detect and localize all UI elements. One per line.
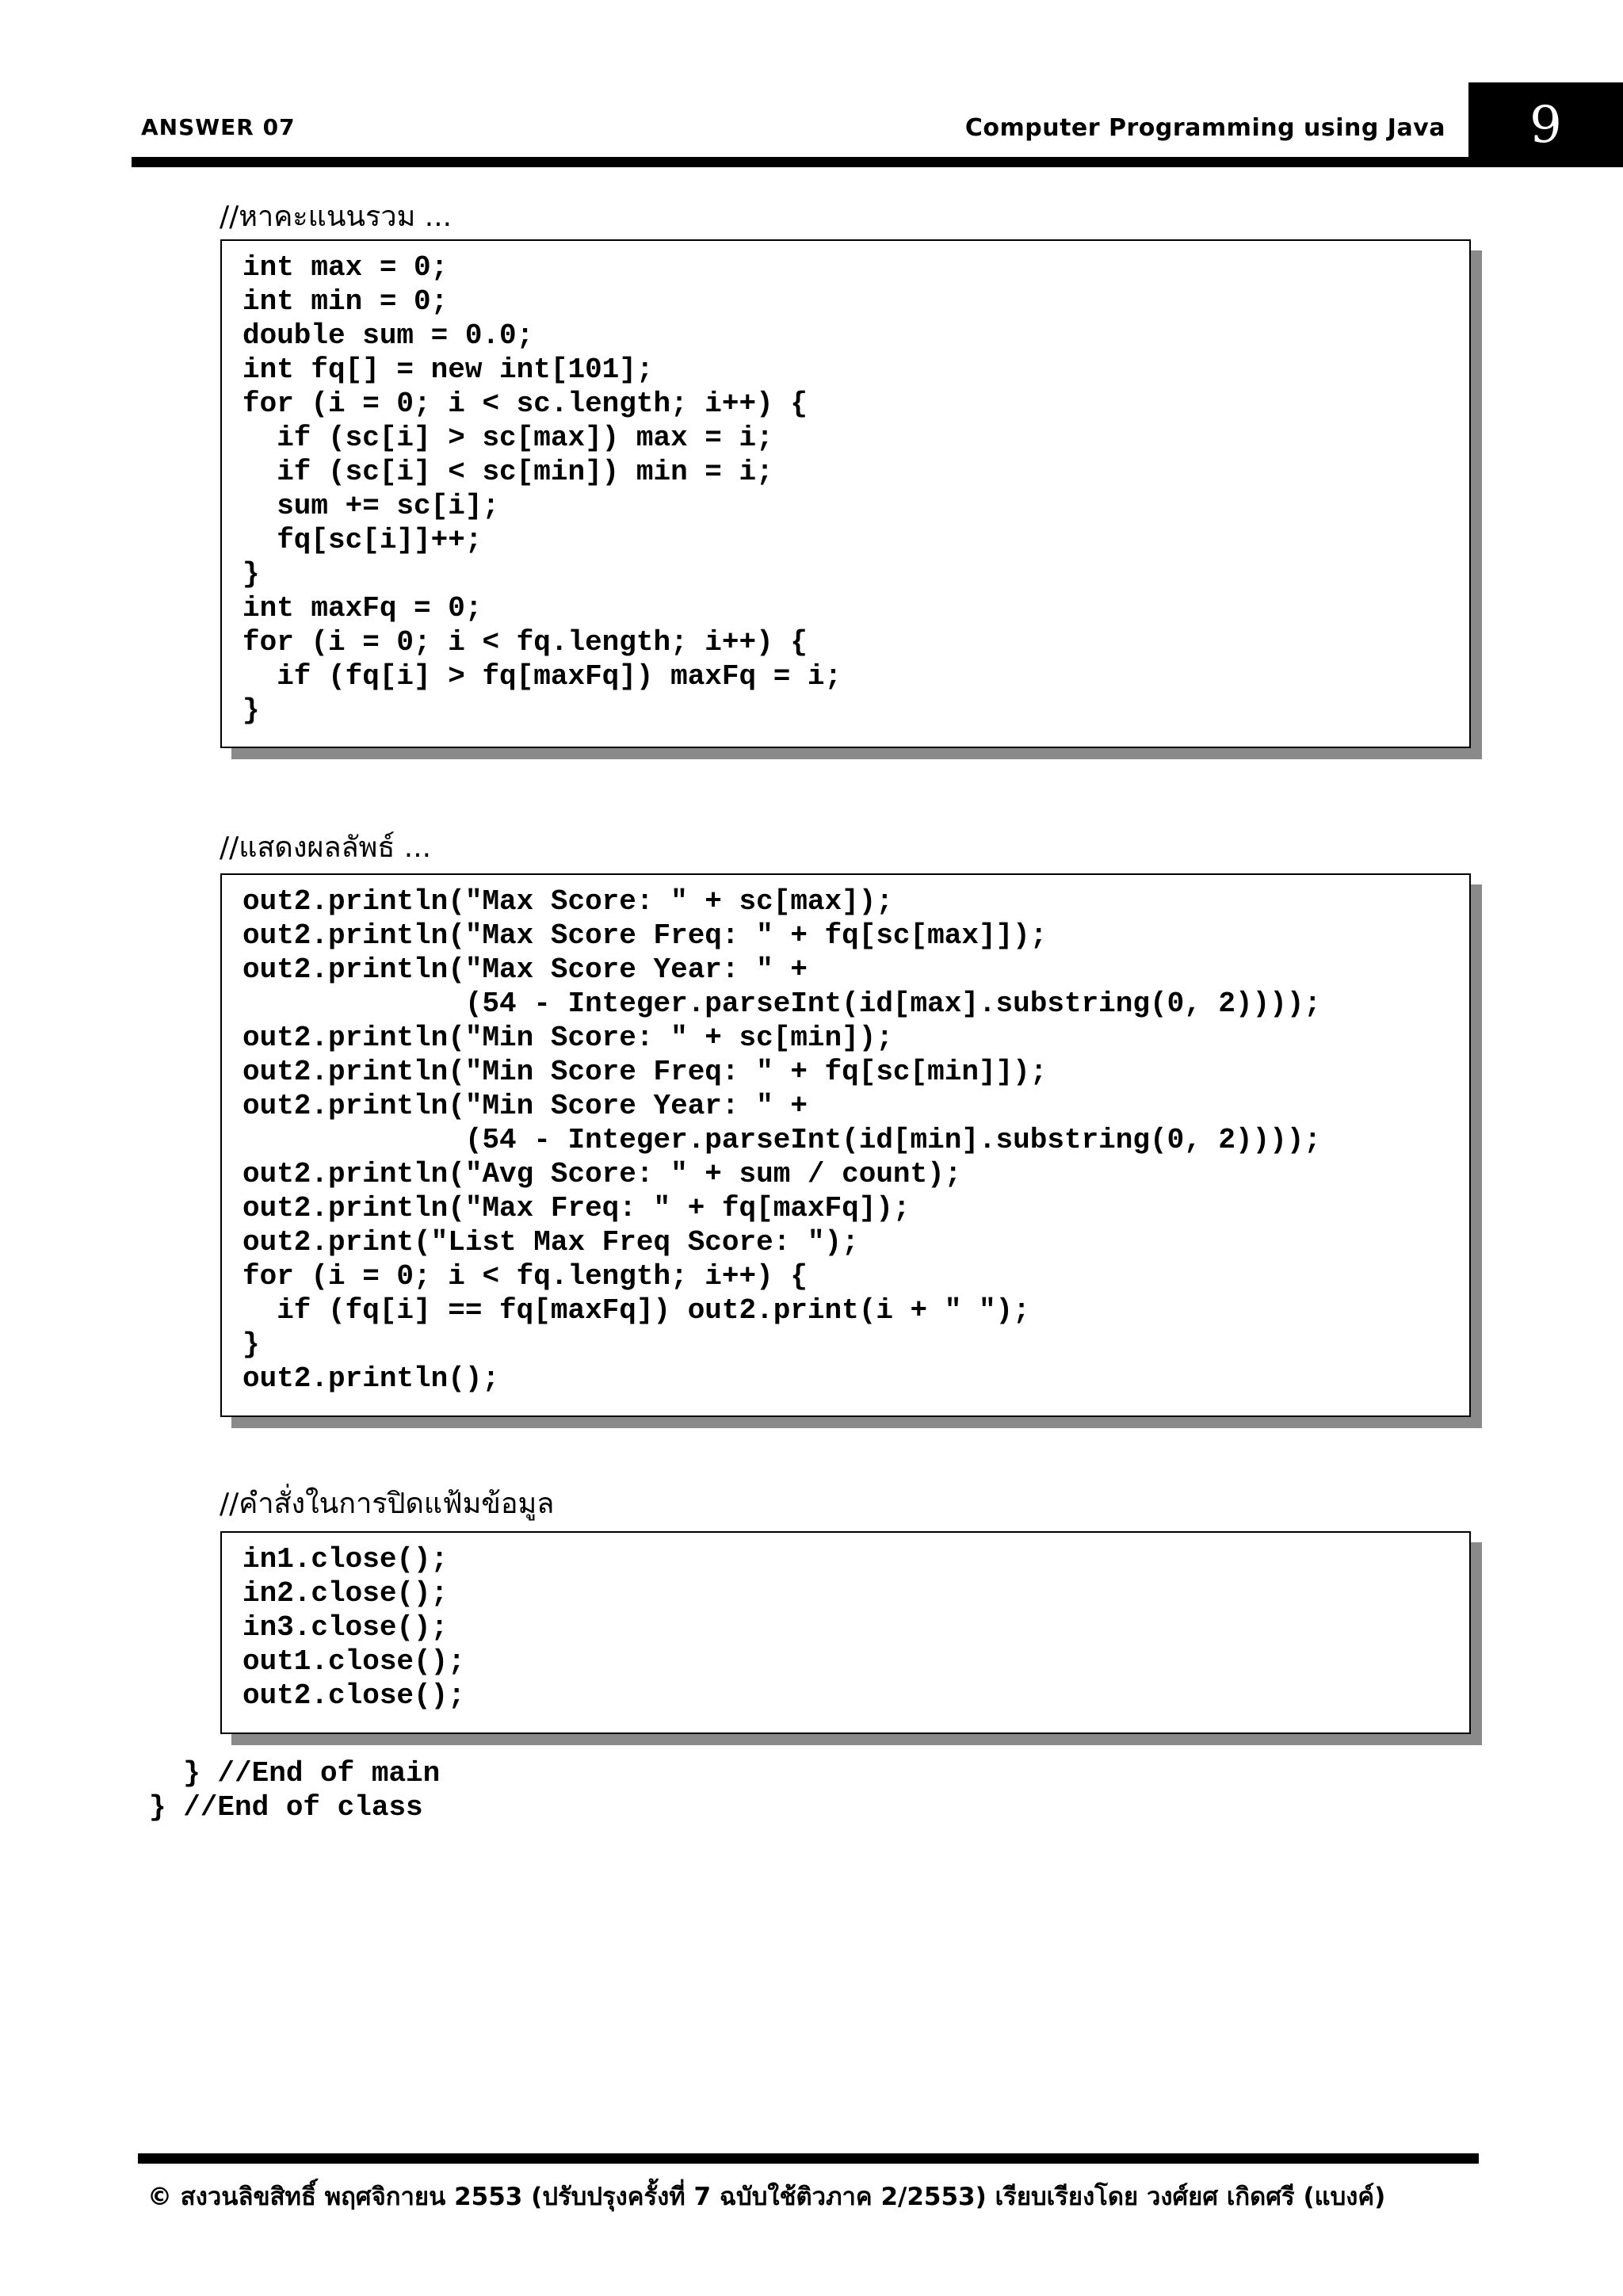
- footer-rule: [138, 2153, 1479, 2164]
- page-number: 9: [1529, 95, 1562, 155]
- footer-copyright: © สงวนลิขสิทธิ์ พฤศจิกายน 2553 (ปรับปรุงครั้งที่ 7 ฉบับใช้ติวภาค 2/2553) เรียบเรียงโดย วงศ์ยศ เกิดศรี (แบงค์): [147, 2183, 1386, 2211]
- closing-code-text: } //End of main } //End of class: [149, 1757, 441, 1824]
- header-label: ANSWER 07: [141, 114, 296, 140]
- code-text: in1.close(); in2.close(); in3.close(); out1.close(); out2.close();: [242, 1543, 465, 1712]
- code-block-close-files: [220, 1531, 1471, 1734]
- section-comment-output: //แสดงผลลัพธ์ ...: [220, 831, 432, 864]
- page-number-badge: [1468, 82, 1623, 167]
- code-text: int max = 0; int min = 0; double sum = 0.0; int fq[] = new int[101]; for (i = 0; i < sc.length; i++) { if (sc[i] > sc[max]) max = i; if (sc[i] < sc[min]) min = i; sum += sc[i]; fq[sc[i]]++; } int maxFq = 0; for (i = 0; i < fq.length; i++) { if (fq[i] > fq[maxFq]) maxFq = i; }: [242, 251, 842, 727]
- header-rule: [132, 157, 1477, 167]
- closing-code: [149, 1756, 440, 1824]
- code-text: out2.println("Max Score: " + sc[max]); out2.println("Max Score Freq: " + fq[sc[max]]); out2.println("Max Score Year: " + (54 - Integer.parseInt(id[max].substring(0, 2)))); out2.println("Min Score: " + sc[min]); out2.println("Min Score Freq: " + fq[sc[min]]); out2.println("Min Score Year: " + (54 - Integer.parseInt(id[min].substring(0, 2)))); out2.println("Avg Score: " + sum / count); out2.println("Max Freq: " + fq[maxFq]); out2.print("List Max Freq Score: "); for (i = 0; i < fq.length; i++) { if (fq[i] == fq[maxFq]) out2.print(i + " "); } out2.println();: [242, 885, 1322, 1395]
- code-block-output: [220, 873, 1471, 1417]
- section-comment-total: //หาคะแนนรวม ...: [220, 201, 453, 233]
- section-comment-close-files: //คำสั่งในการปิดแฟ้มข้อมูล: [220, 1488, 555, 1520]
- header-title: Computer Programming using Java: [964, 114, 1445, 142]
- code-block-total: [220, 239, 1471, 748]
